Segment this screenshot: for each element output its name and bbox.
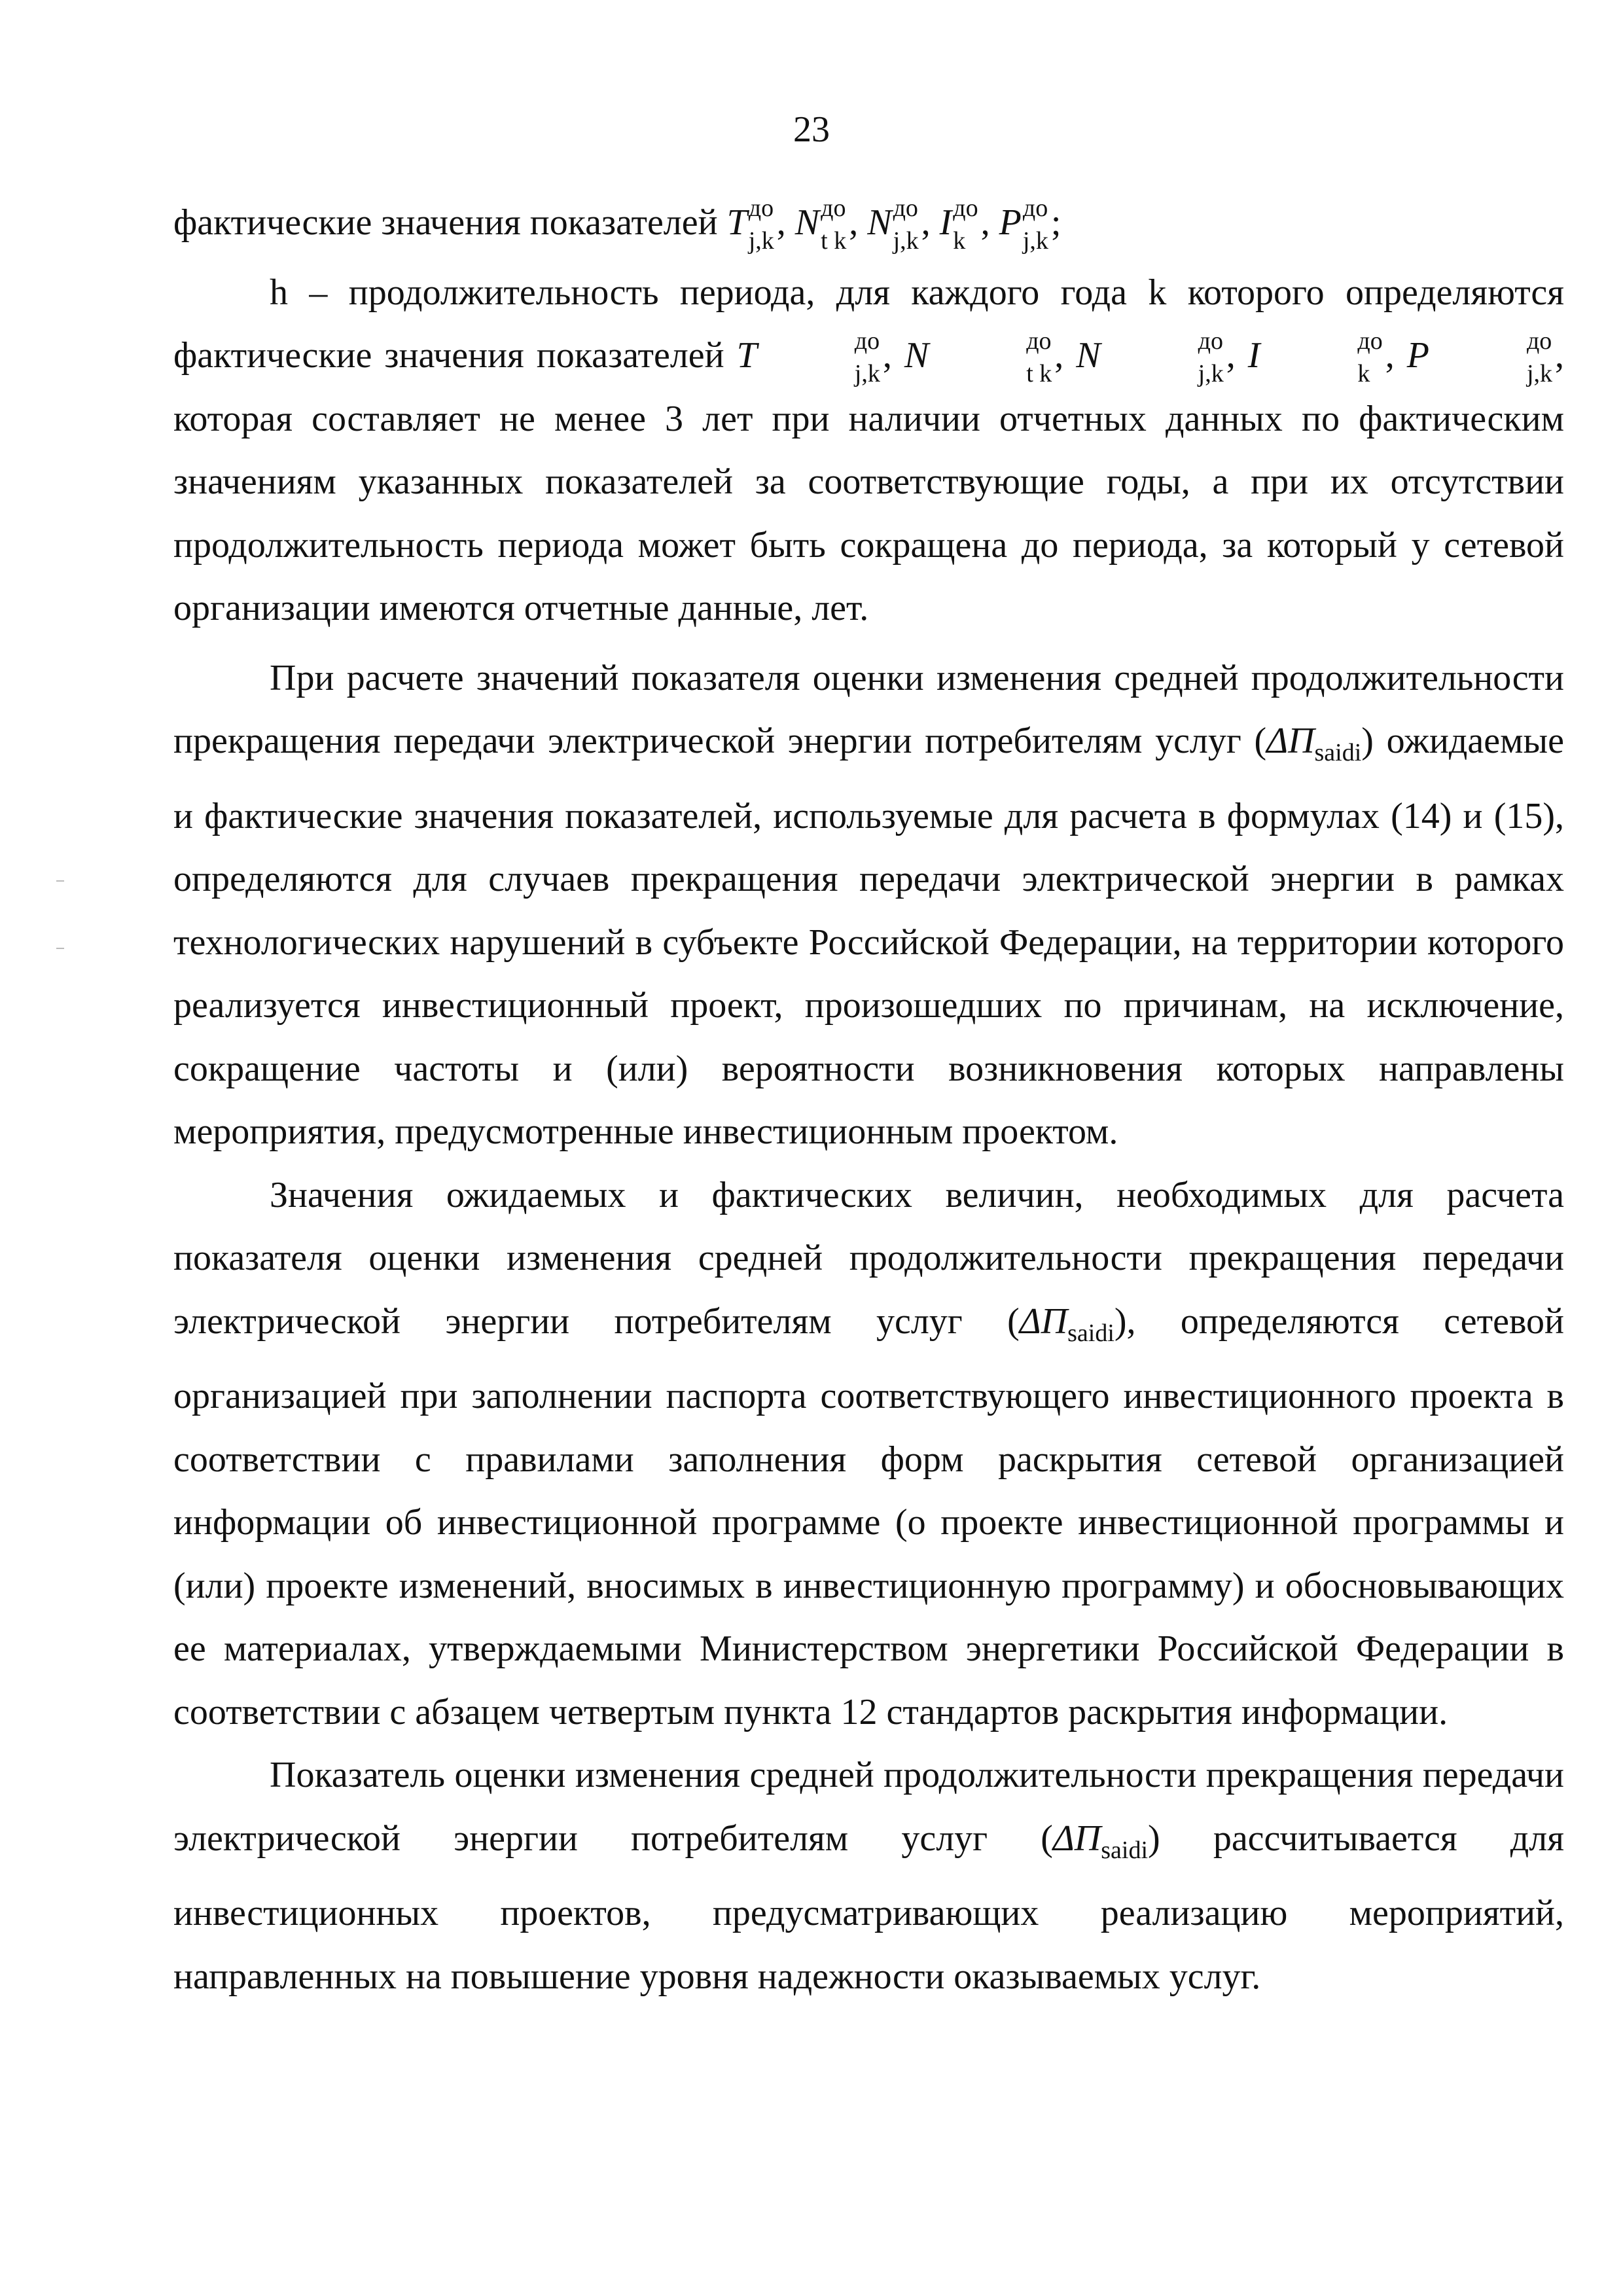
- var-n-tk: N до t k: [904, 327, 1052, 388]
- page-number: 23: [793, 109, 830, 150]
- var-n-jk: N до j,k: [867, 194, 919, 255]
- delta-p-saidi: $(\Delta П_{saidi})$: [1254, 721, 1374, 766]
- paragraph-indicator-projects: Показатель оценки изменения средней продолжительности прекращения передачи электрической энергии потребителям услуг $(\Delta П_{saidi})$ рассчитывается для инвестиционных проектов, предусматривающих реализацию мероприятий, направленных на повышение уровня надежности оказываемых услуг.: [173, 1755, 1564, 1997]
- paragraph-period-h: h – продолжительность периода, для каждого года k которого определяются фактические значения показателей T до j,k , N до t k , N до j,k , I до k , P до j,k , которая составляет не менее 3 лет при наличии отчетных данных по фактическим значениям указанных показателей за соответствующие годы, а при их отсутствии продолжительность периода может быть сокращена до периода, за который у сетевой организации имеются отчетные данные, лет.: [173, 272, 1565, 628]
- document-body: [173, 191, 1564, 2008]
- scan-mark: [56, 948, 64, 949]
- paragraph-actual-values: фактические значения показателей T до j,k , N до t k , N до j,k , I до k , P до j,k ;: [173, 194, 1061, 255]
- var-n-tk: N до t k: [794, 194, 847, 255]
- var-i: I до k: [939, 194, 978, 255]
- var-i: I до k: [1247, 327, 1383, 388]
- var-t: T до j,k: [726, 194, 774, 255]
- delta-p-saidi: $(\Delta П_{saidi})$: [1007, 1300, 1127, 1347]
- var-n-jk: N до j,k: [1076, 327, 1224, 388]
- paragraph-calculation-saidi: При расчете значений показателя оценки изменения средней продолжительности прекращения передачи электрической энергии потребителям услуг $(\Delta П_{saidi})$ ожидаемые и фактические значения показателей, используемые для расчета в формулах (14) и (15), определяются для случаев прекращения передачи электрической энергии в рамках технологических нарушений в субъекте Российской Федерации, на территории которого реализуется инвестиционный проект, произошедших по причинам, на исключение, сокращение частоты и (или) вероятности возникновения которых направлены мероприятия, предусмотренные инвестиционным проектом.: [173, 657, 1565, 1152]
- var-p: P до j,k: [1406, 327, 1553, 388]
- scan-mark: [56, 880, 64, 882]
- var-t: T до j,k: [736, 327, 880, 388]
- var-p: P до j,k: [999, 194, 1048, 255]
- paragraph-values-passport: Значения ожидаемых и фактических величин, необходимых для расчета показателя оценки изменения средней продолжительности прекращения передачи электрической энергии потребителям услуг $(\Delta П_{saidi})$, определяются сетевой организацией при заполнении паспорта соответствующего инвестиционного проекта в соответствии с правилами заполнения форм раскрытия сетевой организацией информации об инвестиционной программе (о проекте инвестиционной программы и (или) проекте изменений, вносимых в инвестиционную программу) и обосновывающих ее материалах, утверждаемыми Министерством энергетики Российской Федерации в соответствии с абзацем четвертым пункта 12 стандартов раскрытия информации.: [173, 1174, 1564, 1732]
- delta-p-saidi: $(\Delta П_{saidi})$: [1041, 1818, 1160, 1864]
